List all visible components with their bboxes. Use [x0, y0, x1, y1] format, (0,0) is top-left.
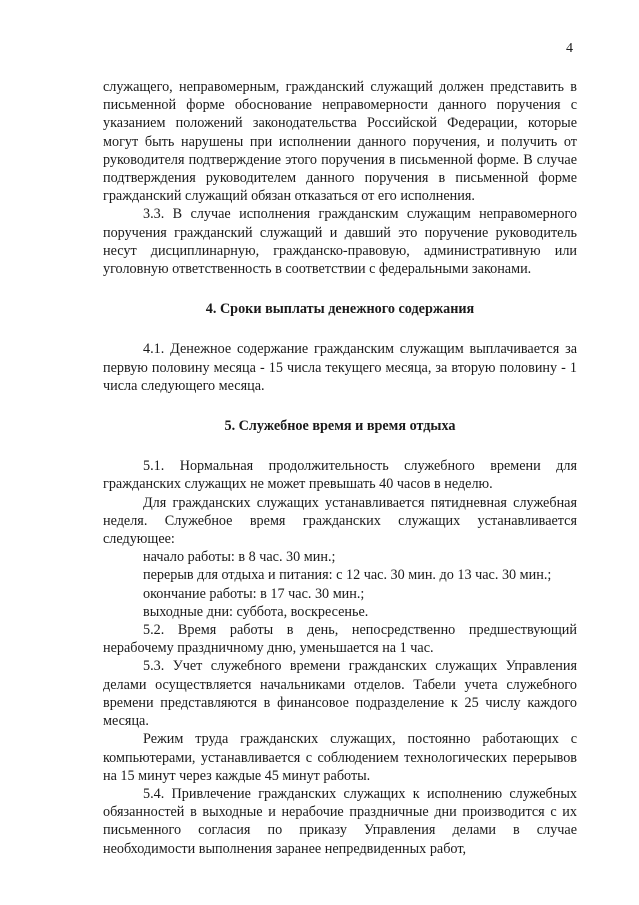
paragraph-computer-work: Режим труда гражданских служащих, постоянно работающих с компьютерами, устанавливается с соблюдением технологических перерывов на 15 минут через каждые 45 минут работы.	[103, 731, 577, 784]
paragraph-work-week: Для гражданских служащих устанавливается пятидневная служебная неделя. Служебное время гражданских служащих устанавливается следующее:	[103, 494, 577, 548]
section-5-heading: 5. Служебное время и время отдыха	[224, 418, 456, 435]
paragraph-4-1: 4.1. Денежное содержание гражданским служащим выплачивается за первую половину месяца - 15 числа текущего месяца, за вторую половину - 1 числа следующего месяца.	[103, 341, 577, 394]
paragraph-3-3: 3.3. В случае исполнения гражданским служащим неправомерного поручения гражданский служащий и давший это поручение руководитель несут дисциплинарную, гражданско-правовую, административную или уголовную ответственность в соответствии с федеральными законами.	[103, 206, 577, 278]
schedule-line-end: окончание работы: в 17 час. 30 мин.;	[143, 585, 365, 602]
paragraph-5-1: 5.1. Нормальная продолжительность служебного времени для гражданских служащих не может превышать 40 часов в неделю.	[103, 458, 577, 493]
paragraph-5-3: 5.3. Учет служебного времени гражданских служащих Управления делами осуществляется начальниками отделов. Табели учета служебного времени представляются в финансовое подразделение к 25 числу каждого месяца.	[103, 658, 577, 730]
section-4-heading: 4. Сроки выплаты денежного содержания	[205, 301, 475, 318]
page-number: 4	[566, 41, 573, 56]
schedule-line-break: перерыв для отдыха и питания: с 12 час. 30 мин. до 13 час. 30 мин.;	[143, 567, 552, 584]
schedule-line-days-off: выходные дни: суббота, воскресенье.	[143, 603, 369, 620]
paragraph-5-2: 5.2. Время работы в день, непосредственно предшествующий нерабочему праздничному дню, уменьшается на 1 час.	[103, 622, 577, 657]
paragraph-continuation: служащего, неправомерным, гражданский служащий должен представить в письменной форме обоснование неправомерности данного поручения с указанием положений законодательства Российской Федерации, которые могут быть нарушены при исполнении данного поручения, и получить от руководителя подтверждение этого поручения в письменной форме. В случае подтверждения руководителем данного поручения в письменной форме гражданский служащий обязан отказаться от его исполнения.	[103, 79, 577, 205]
document-body	[103, 78, 577, 858]
paragraph-5-4: 5.4. Привлечение гражданских служащих к исполнению служебных обязанностей в выходные и нерабочие праздничные дни производится с их письменного согласия по приказу Управления делами в случае необходимости выполнения заранее непредвиденных работ,	[103, 785, 577, 857]
schedule-line-start: начало работы: в 8 час. 30 мин.;	[143, 549, 336, 566]
